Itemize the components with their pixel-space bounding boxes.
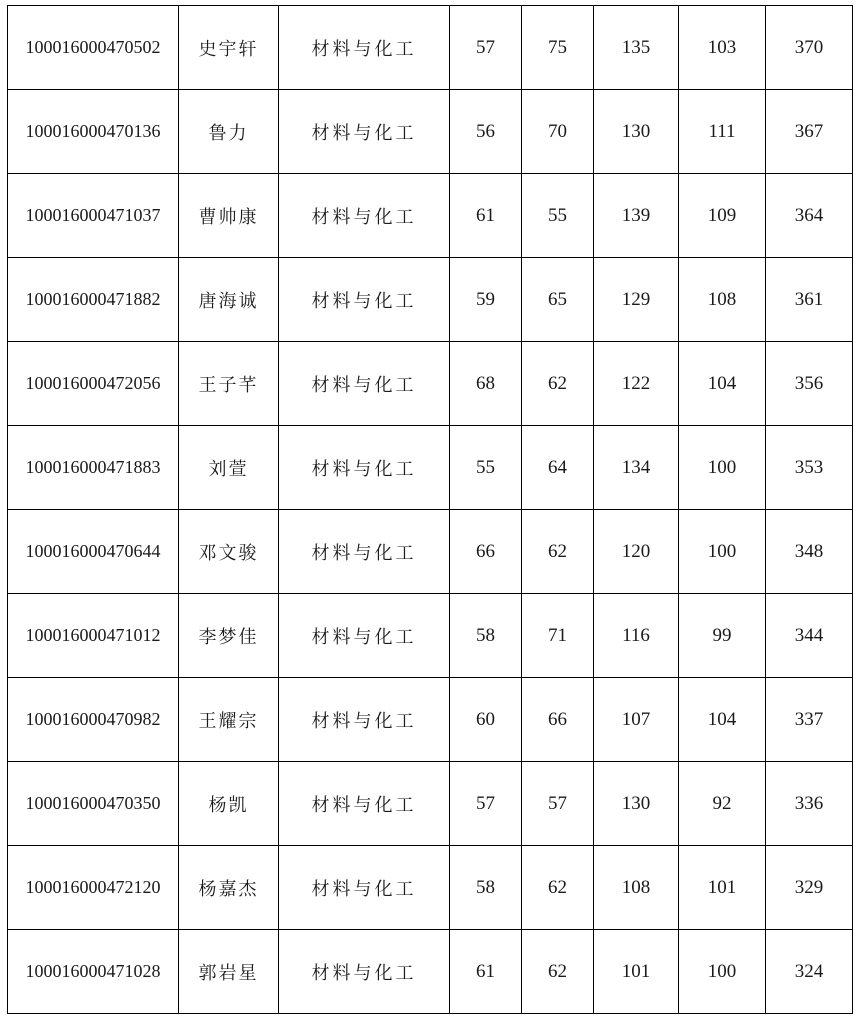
candidate-id-cell: 100016000471028	[8, 930, 179, 1014]
total-score-cell: 361	[766, 258, 853, 342]
total-score-cell: 324	[766, 930, 853, 1014]
candidate-id-cell: 100016000471883	[8, 426, 179, 510]
score-3-cell: 120	[594, 510, 679, 594]
score-1-cell: 58	[450, 594, 522, 678]
major-cell: 材料与化工	[279, 930, 450, 1014]
score-1-cell: 61	[450, 930, 522, 1014]
candidate-name-cell: 鲁力	[179, 90, 279, 174]
candidate-id-cell: 100016000470136	[8, 90, 179, 174]
score-table	[7, 5, 853, 1014]
score-table-body	[8, 6, 853, 1014]
total-score-cell: 364	[766, 174, 853, 258]
candidate-name-cell: 王耀宗	[179, 678, 279, 762]
score-4-cell: 99	[679, 594, 766, 678]
candidate-name-cell: 杨嘉杰	[179, 846, 279, 930]
candidate-name-cell: 曹帅康	[179, 174, 279, 258]
score-1-cell: 57	[450, 762, 522, 846]
score-4-cell: 100	[679, 930, 766, 1014]
table-row	[8, 258, 853, 342]
score-1-cell: 59	[450, 258, 522, 342]
score-2-cell: 75	[522, 6, 594, 90]
major-cell: 材料与化工	[279, 678, 450, 762]
score-2-cell: 66	[522, 678, 594, 762]
major-cell: 材料与化工	[279, 594, 450, 678]
total-score-cell: 353	[766, 426, 853, 510]
total-score-cell: 344	[766, 594, 853, 678]
score-4-cell: 103	[679, 6, 766, 90]
score-3-cell: 129	[594, 258, 679, 342]
table-row	[8, 510, 853, 594]
score-1-cell: 55	[450, 426, 522, 510]
candidate-name-cell: 唐海诚	[179, 258, 279, 342]
score-4-cell: 108	[679, 258, 766, 342]
major-cell: 材料与化工	[279, 174, 450, 258]
score-4-cell: 101	[679, 846, 766, 930]
major-cell: 材料与化工	[279, 846, 450, 930]
table-row	[8, 846, 853, 930]
major-cell: 材料与化工	[279, 762, 450, 846]
score-3-cell: 107	[594, 678, 679, 762]
score-4-cell: 100	[679, 510, 766, 594]
candidate-name-cell: 史宇轩	[179, 6, 279, 90]
score-4-cell: 92	[679, 762, 766, 846]
total-score-cell: 329	[766, 846, 853, 930]
table-row	[8, 90, 853, 174]
candidate-id-cell: 100016000472120	[8, 846, 179, 930]
major-cell: 材料与化工	[279, 90, 450, 174]
score-3-cell: 134	[594, 426, 679, 510]
score-1-cell: 68	[450, 342, 522, 426]
major-cell: 材料与化工	[279, 342, 450, 426]
score-3-cell: 130	[594, 762, 679, 846]
candidate-name-cell: 刘萱	[179, 426, 279, 510]
score-2-cell: 57	[522, 762, 594, 846]
score-1-cell: 56	[450, 90, 522, 174]
table-row	[8, 678, 853, 762]
score-1-cell: 57	[450, 6, 522, 90]
candidate-name-cell: 李梦佳	[179, 594, 279, 678]
score-3-cell: 135	[594, 6, 679, 90]
score-1-cell: 58	[450, 846, 522, 930]
candidate-id-cell: 100016000470502	[8, 6, 179, 90]
candidate-id-cell: 100016000470350	[8, 762, 179, 846]
major-cell: 材料与化工	[279, 510, 450, 594]
score-4-cell: 104	[679, 342, 766, 426]
score-3-cell: 108	[594, 846, 679, 930]
major-cell: 材料与化工	[279, 6, 450, 90]
major-cell: 材料与化工	[279, 258, 450, 342]
candidate-id-cell: 100016000471012	[8, 594, 179, 678]
table-row	[8, 762, 853, 846]
total-score-cell: 367	[766, 90, 853, 174]
table-row	[8, 174, 853, 258]
score-1-cell: 66	[450, 510, 522, 594]
table-row	[8, 594, 853, 678]
score-4-cell: 104	[679, 678, 766, 762]
score-3-cell: 116	[594, 594, 679, 678]
candidate-name-cell: 杨凯	[179, 762, 279, 846]
major-cell: 材料与化工	[279, 426, 450, 510]
score-4-cell: 109	[679, 174, 766, 258]
score-2-cell: 64	[522, 426, 594, 510]
score-2-cell: 62	[522, 846, 594, 930]
total-score-cell: 336	[766, 762, 853, 846]
table-row	[8, 6, 853, 90]
total-score-cell: 348	[766, 510, 853, 594]
score-2-cell: 62	[522, 342, 594, 426]
score-4-cell: 100	[679, 426, 766, 510]
candidate-id-cell: 100016000470982	[8, 678, 179, 762]
score-2-cell: 55	[522, 174, 594, 258]
table-row	[8, 342, 853, 426]
candidate-id-cell: 100016000471882	[8, 258, 179, 342]
total-score-cell: 337	[766, 678, 853, 762]
score-3-cell: 122	[594, 342, 679, 426]
score-3-cell: 130	[594, 90, 679, 174]
score-2-cell: 70	[522, 90, 594, 174]
table-row	[8, 426, 853, 510]
score-1-cell: 60	[450, 678, 522, 762]
score-2-cell: 65	[522, 258, 594, 342]
candidate-id-cell: 100016000472056	[8, 342, 179, 426]
score-3-cell: 101	[594, 930, 679, 1014]
score-3-cell: 139	[594, 174, 679, 258]
score-4-cell: 111	[679, 90, 766, 174]
score-1-cell: 61	[450, 174, 522, 258]
candidate-name-cell: 邓文骏	[179, 510, 279, 594]
score-2-cell: 62	[522, 510, 594, 594]
total-score-cell: 370	[766, 6, 853, 90]
candidate-id-cell: 100016000471037	[8, 174, 179, 258]
candidate-id-cell: 100016000470644	[8, 510, 179, 594]
candidate-name-cell: 郭岩星	[179, 930, 279, 1014]
score-2-cell: 71	[522, 594, 594, 678]
total-score-cell: 356	[766, 342, 853, 426]
candidate-name-cell: 王子芊	[179, 342, 279, 426]
table-row	[8, 930, 853, 1014]
score-2-cell: 62	[522, 930, 594, 1014]
